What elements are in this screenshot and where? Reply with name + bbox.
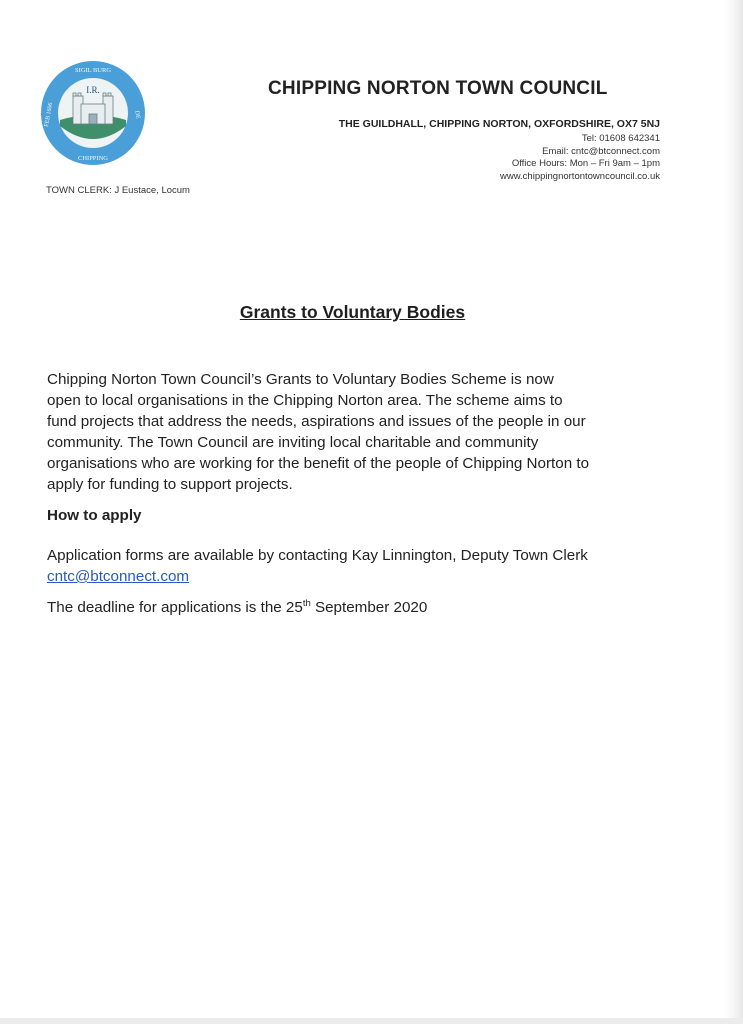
contact-block xyxy=(500,133,660,183)
council-address: THE GUILDHALL, CHIPPING NORTON, OXFORDSHIRE, OX7 5NJ xyxy=(338,118,660,130)
council-seal-logo xyxy=(40,60,146,166)
intro-paragraph xyxy=(47,369,677,495)
svg-text:FEB 1606: FEB 1606 xyxy=(43,102,55,128)
website-url: www.chippingnortontowncouncil.co.uk xyxy=(499,170,660,182)
deadline-ordinal: th xyxy=(302,598,311,609)
page-edge-shadow xyxy=(725,0,743,1024)
page-bottom-edge xyxy=(0,1018,743,1024)
deadline-rest: September 2020 xyxy=(310,599,428,616)
town-clerk-line: TOWN CLERK: J Eustace, Locum xyxy=(46,185,190,196)
how-to-apply-heading: How to apply xyxy=(47,507,142,524)
document-title: Grants to Voluntary Bodies xyxy=(239,302,466,322)
intro-line: community. The Town Council are inviting local charitable and community xyxy=(47,434,539,451)
deadline-line xyxy=(47,599,427,616)
intro-line: apply for funding to support projects. xyxy=(47,476,293,493)
telephone-number: Tel: 01608 642341 xyxy=(581,133,660,144)
apply-instructions: Application forms are available by contacting Kay Linnington, Deputy Town Clerk xyxy=(47,547,588,564)
intro-line: fund projects that address the needs, aspirations and issues of the people in our xyxy=(47,413,586,430)
svg-text:I.R.: I.R. xyxy=(86,85,100,95)
office-hours: Office Hours: Mon – Fri 9am – 1pm xyxy=(511,158,660,170)
svg-text:DE: DE xyxy=(133,110,141,120)
intro-line: organisations who are working for the benefit of the people of Chipping Norton to xyxy=(47,455,590,472)
council-name-heading: CHIPPING NORTON TOWN COUNCIL xyxy=(268,78,608,99)
contact-email: Email: cntc@btconnect.com xyxy=(542,145,660,157)
deadline-prefix: The deadline for applications is the 25 xyxy=(47,599,303,616)
apply-email-link[interactable]: cntc@btconnect.com xyxy=(47,568,190,585)
svg-text:CHIPPING: CHIPPING xyxy=(78,155,108,162)
intro-line: open to local organisations in the Chipping Norton area. The scheme aims to xyxy=(47,392,563,409)
svg-text:SIGIL BURG: SIGIL BURG xyxy=(74,67,112,74)
intro-line: Chipping Norton Town Council’s Grants to Voluntary Bodies Scheme is now xyxy=(47,371,554,388)
apply-paragraph xyxy=(47,545,687,587)
